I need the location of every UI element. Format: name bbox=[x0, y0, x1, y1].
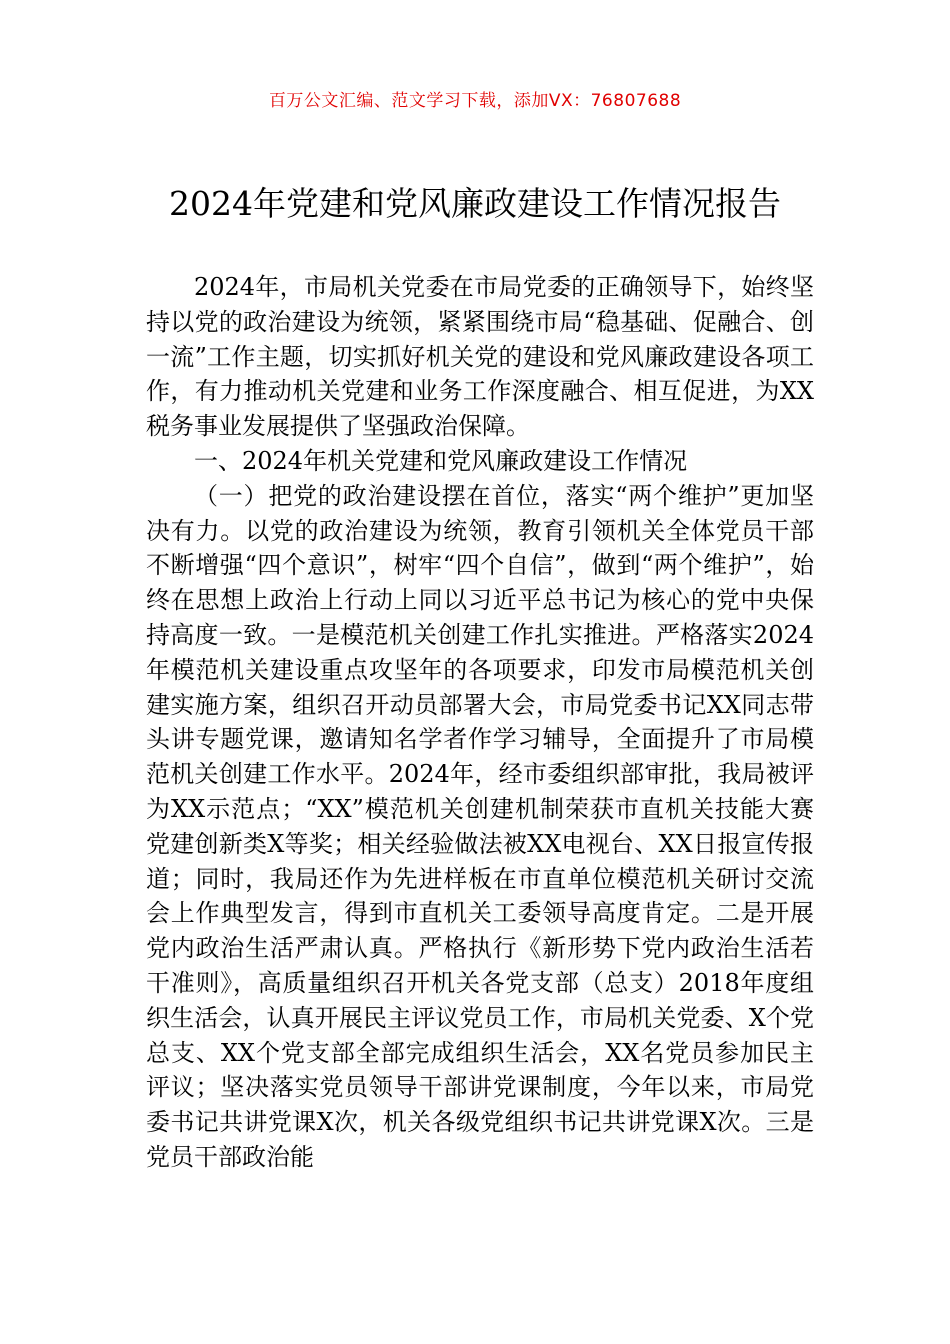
section-heading-1: 一、2024年机关党建和党风廉政建设工作情况 bbox=[194, 446, 688, 475]
document-body bbox=[146, 270, 814, 1175]
header-banner: 百万公文汇编、范文学习下载，添加VX：76807688 bbox=[268, 91, 682, 111]
document-title: 2024年党建和党风廉政建设工作情况报告 bbox=[169, 184, 781, 223]
paragraph-intro: 2024年，市局机关党委在市局党委的正确领导下，始终坚持以党的政治建设为统领，紧紧围绕市局“稳基础、促融合、创一流”工作主题，切实抓好机关党的建设和党风廉政建设各项工作，有力推动机关党建和业务工作深度融合、相互促进，为XX税务事业发展提供了坚强政治保障。 bbox=[146, 273, 814, 441]
paragraph-section-1-1: （一）把党的政治建设摆在首位，落实“两个维护”更加坚决有力。以党的政治建设为统领，教育引领机关全体党员干部不断增强“四个意识”，树牢“四个自信”，做到“两个维护”，始终在思想上政治上行动上同以习近平总书记为核心的党中央保持高度一致。一是模范机关创建工作扎实推进。严格落实2024年模范机关建设重点攻坚年的各项要求，印发市局模范机关创建实施方案，组织召开动员部署大会，市局党委书记XX同志带头讲专题党课，邀请知名学者作学习辅导，全面提升了市局模范机关创建工作水平。2024年，经市委组织部审批，我局被评为XX示范点；“XX”模范机关创建机制荣获市直机关技能大赛党建创新类X等奖；相关经验做法被XX电视台、XX日报宣传报道；同时，我局还作为先进样板在市直单位模范机关研讨交流会上作典型发言，得到市直机关工委领导高度肯定。二是开展党内政治生活严肃认真。严格执行《新形势下党内政治生活若干准则》，高质量组织召开机关各党支部（总支）2018年度组织生活会，认真开展民主评议党员工作，市局机关党委、X个党总支、XX个党支部全部完成组织生活会，XX名党员参加民主评议；坚决落实党员领导干部讲党课制度，今年以来，市局党委书记共讲党课X次，机关各级党组织书记共讲党课X次。三是党员干部政治能 bbox=[146, 481, 814, 1171]
